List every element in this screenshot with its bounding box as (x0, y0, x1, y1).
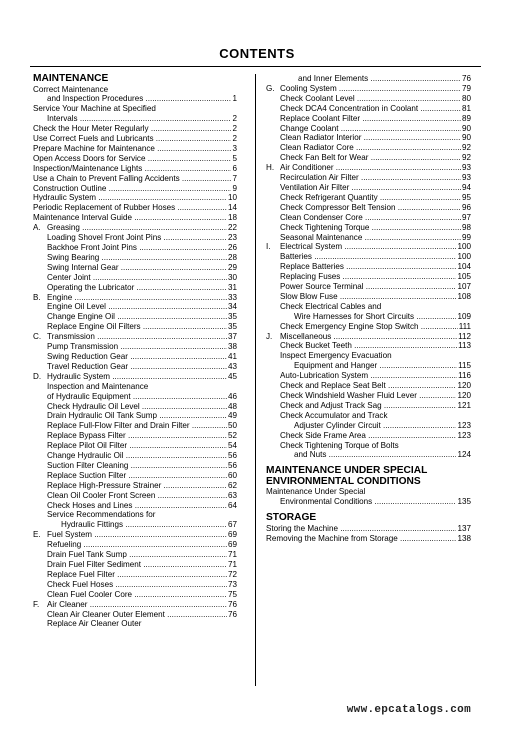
page-number: 41 (227, 351, 237, 361)
toc-entry[interactable] (33, 560, 237, 570)
toc-entry[interactable] (266, 421, 471, 431)
page-number: 2 (232, 124, 237, 134)
toc-entry[interactable] (266, 114, 471, 124)
toc-entry-title: Adjuster Cylinder Circuit ..... (294, 421, 456, 431)
page-number: 121 (457, 400, 471, 410)
toc-entry-title: Clean Fuel Cooler Core ..... (47, 590, 227, 600)
page-title: CONTENTS (219, 46, 295, 61)
page-number: 56 (227, 460, 237, 470)
footer-watermark: www.epcatalogs.com (346, 704, 471, 716)
toc-entry[interactable] (266, 173, 471, 183)
toc-entry[interactable] (33, 580, 237, 590)
toc-entry-title: Suction Filter Cleaning ..... (47, 461, 227, 471)
toc-entry-title: Air Conditioner ..... (280, 163, 461, 173)
toc-entry-title: Fuel System ..... (47, 530, 227, 540)
page-number: 2 (232, 134, 237, 144)
category-letter: E. (33, 530, 41, 540)
toc-entry-title: Replace Bypass Filter ..... (47, 431, 227, 441)
toc-entry-title: Open Access Doors for Service ..... (33, 154, 231, 164)
page-number: 111 (458, 321, 471, 331)
toc-entry-title: Drain Hydraulic Oil Tank Sump ..... (47, 411, 227, 421)
page-number: 37 (227, 332, 237, 342)
page-number: 105 (457, 272, 471, 282)
toc-entry[interactable] (266, 143, 471, 153)
toc-entry[interactable] (33, 491, 237, 501)
page-number: 26 (227, 243, 237, 252)
page-number: 72 (227, 569, 237, 579)
toc-entry-title: Refueling ..... (47, 540, 227, 550)
toc-entry-title: Center Joint ..... (47, 273, 227, 283)
page-number: 35 (227, 322, 237, 332)
page-number: 120 (457, 381, 471, 391)
page-number: 76 (227, 599, 237, 609)
toc-entry-title: Replace Full-Flow Filter and Drain Filter ..... (47, 421, 227, 431)
toc-entry[interactable] (33, 134, 237, 144)
toc-entry-title: Clean Condenser Core ..... (280, 213, 461, 223)
toc-entry[interactable] (266, 524, 471, 534)
toc-entry[interactable] (266, 497, 471, 507)
page-number: 5 (232, 153, 237, 163)
toc-entry[interactable] (266, 183, 471, 193)
toc-entry-title: Travel Reduction Gear ..... (47, 362, 227, 372)
toc-category-entry[interactable] (33, 600, 237, 610)
toc-entry-title: Pump Transmission ..... (47, 342, 227, 352)
toc-entry-line[interactable]: Maintenance Under Special (266, 487, 366, 497)
toc-entry[interactable] (266, 193, 471, 203)
toc-entry[interactable] (33, 471, 237, 481)
page-number: 92 (461, 153, 471, 163)
page-number: 50 (227, 421, 237, 431)
page-number: 64 (227, 500, 237, 510)
toc-entry[interactable] (33, 461, 237, 471)
page-number: 35 (227, 312, 237, 322)
toc-entry-title: Replace Batteries ..... (280, 262, 456, 272)
page-number: 76 (227, 609, 237, 619)
page-number: 123 (457, 430, 471, 440)
column-divider (255, 74, 256, 686)
page-number: 28 (227, 252, 237, 262)
page-number: 56 (227, 451, 237, 461)
toc-entry-title: Clean Radiator Interior ..... (280, 133, 461, 143)
toc-entry[interactable] (266, 312, 471, 322)
page-number: 71 (227, 550, 237, 560)
toc-entry-line[interactable]: Inspection and Maintenance (47, 381, 149, 391)
toc-entry[interactable] (33, 570, 237, 580)
toc-entry[interactable] (33, 431, 237, 441)
page-number: 138 (457, 533, 471, 543)
toc-entry-title: Use a Chain to Prevent Falling Accidents ..... (33, 174, 231, 184)
page-number: 80 (461, 93, 471, 103)
toc-entry-title: Clean Radiator Core ..... (280, 143, 461, 153)
page-number: 38 (227, 342, 237, 352)
toc-entry-title: Miscellaneous ..... (280, 332, 457, 342)
toc-entry[interactable] (33, 610, 237, 620)
toc-entry-title: Check Compressor Belt Tension ..... (280, 203, 461, 213)
page-number: 135 (457, 497, 471, 507)
page-number: 23 (227, 233, 237, 243)
page-number: 73 (227, 579, 237, 589)
page-number: 31 (227, 282, 237, 292)
page-number: 67 (227, 520, 237, 530)
toc-entry[interactable] (33, 253, 237, 263)
category-letter: B. (33, 292, 41, 302)
toc-entry[interactable] (33, 540, 237, 550)
toc-entry[interactable] (33, 451, 237, 461)
page-number: 69 (227, 530, 237, 540)
toc-entry[interactable] (266, 223, 471, 233)
page-number: 14 (227, 203, 237, 213)
toc-entry-title: Check Windshield Washer Fluid Lever ..... (280, 391, 456, 401)
toc-entry-title: Operating the Lubricator ..... (47, 283, 227, 293)
toc-entry[interactable] (266, 401, 471, 411)
toc-category-entry[interactable] (266, 84, 471, 94)
toc-entry-title: Engine ..... (47, 293, 227, 303)
toc-entry-title: Swing Reduction Gear ..... (47, 352, 227, 362)
toc-entry-title: Cooling System ..... (280, 84, 461, 94)
toc-entry[interactable] (33, 184, 237, 194)
toc-left-column (33, 74, 237, 629)
toc-entry-title: Check Fan Belt for Wear ..... (280, 153, 461, 163)
page-number: 124 (457, 450, 471, 460)
page-number: 104 (457, 262, 471, 272)
page-number: 107 (457, 282, 471, 292)
toc-entry[interactable] (266, 361, 471, 371)
toc-entry-title: Use Correct Fuels and Lubricants ..... (33, 134, 231, 144)
page-number: 90 (461, 133, 471, 143)
toc-category-entry[interactable] (33, 223, 237, 233)
toc-entry[interactable] (266, 371, 471, 381)
toc-category-entry[interactable] (266, 242, 471, 252)
toc-entry-line[interactable]: Check Accumulator and Track (280, 410, 388, 420)
page-number: 108 (457, 291, 471, 301)
toc-entry-title: Check DCA4 Concentration in Coolant ..... (280, 104, 461, 114)
toc-entry-title: Replace Coolant Filter ..... (280, 114, 461, 124)
toc-entry-title: Recirculation Air Filter ..... (280, 173, 461, 183)
toc-entry[interactable] (33, 203, 237, 213)
page-number: 3 (232, 143, 237, 153)
page-number: 95 (461, 192, 471, 202)
toc-entry-title: Change Hydraulic Oil ..... (47, 451, 227, 461)
page-number: 71 (227, 560, 237, 569)
toc-entry-line[interactable]: Replace Air Cleaner Outer (47, 619, 142, 629)
toc-entry-title: of Hydraulic Equipment ..... (47, 392, 227, 402)
toc-entry-title: Seasonal Maintenance ..... (280, 233, 461, 243)
toc-entry-title: Check Side Frame Area ..... (280, 431, 456, 441)
toc-entry[interactable] (33, 590, 237, 600)
toc-entry[interactable] (266, 262, 471, 272)
page-number: 116 (458, 371, 471, 381)
toc-entry-line[interactable]: Service Recommendations for (47, 510, 156, 520)
toc-entry-title: Change Engine Oil ..... (47, 312, 227, 322)
toc-entry-title: Replace Engine Oil Filters ..... (47, 322, 227, 332)
toc-entry[interactable] (266, 292, 471, 302)
toc-entry[interactable] (33, 322, 237, 332)
toc-entry-title: Removing the Machine from Storage ..... (266, 534, 456, 544)
category-letter: H. (266, 163, 275, 173)
toc-entry[interactable] (33, 352, 237, 362)
toc-entry[interactable] (266, 233, 471, 243)
page-number: 123 (457, 420, 471, 430)
toc-entry[interactable] (266, 94, 471, 104)
toc-entry[interactable] (266, 213, 471, 223)
toc-entry[interactable] (266, 341, 471, 351)
title-divider (30, 66, 481, 67)
page-number: 90 (461, 123, 471, 133)
page-number: 49 (227, 411, 237, 421)
toc-entry-title: Slow Blow Fuse ..... (280, 292, 456, 302)
toc-entry[interactable] (33, 263, 237, 273)
section-heading: MAINTENANCE UNDER SPECIAL (266, 465, 428, 477)
toc-entry[interactable] (33, 441, 237, 451)
page-number: 75 (227, 589, 237, 599)
page-number: 18 (227, 213, 237, 223)
page-number: 115 (458, 361, 471, 371)
toc-entry[interactable] (33, 550, 237, 560)
toc-entry-title: Check Fuel Hoses ..... (47, 580, 227, 590)
category-letter: D. (33, 371, 42, 381)
category-letter: F. (33, 599, 40, 609)
toc-entry-title: and Inspection Procedures ..... (47, 94, 231, 104)
toc-entry-title: Clean Air Cleaner Outer Element ..... (47, 610, 227, 620)
toc-category-entry[interactable] (33, 332, 237, 342)
toc-entry[interactable] (33, 124, 237, 134)
toc-entry-title: Check Bucket Teeth ..... (280, 341, 457, 351)
toc-entry-title: Backhoe Front Joint Pins ..... (47, 243, 227, 253)
toc-entry-title: Replace Fuel Filter ..... (47, 570, 227, 580)
toc-entry-title: and Nuts ..... (294, 450, 456, 460)
toc-entry-title: Transmission ..... (47, 332, 227, 342)
toc-entry-title: Environmental Conditions ..... (280, 497, 456, 507)
toc-entry[interactable] (33, 273, 237, 283)
page-number: 22 (227, 223, 237, 233)
toc-category-entry[interactable] (266, 163, 471, 173)
toc-entry[interactable] (33, 402, 237, 412)
toc-entry[interactable] (33, 342, 237, 352)
toc-entry[interactable] (33, 362, 237, 372)
toc-entry[interactable] (266, 534, 471, 544)
page-number: 45 (227, 371, 237, 381)
page-number: 2 (232, 114, 237, 124)
page-number: 52 (227, 431, 237, 441)
page-number: 100 (457, 242, 471, 252)
toc-entry-title: Air Cleaner ..... (47, 600, 227, 610)
toc-entry-title: Change Coolant ..... (280, 124, 461, 134)
page-number: 62 (227, 480, 237, 490)
page-number: 109 (457, 311, 471, 321)
section-heading: ENVIRONMENTAL CONDITIONS (266, 475, 421, 487)
toc-entry-title: and Inner Elements ..... (298, 74, 461, 84)
toc-entry[interactable] (33, 312, 237, 322)
category-letter: I. (266, 242, 271, 252)
page-number: 9 (232, 183, 237, 193)
toc-entry-title: Check Refrigerant Quantity ..... (280, 193, 461, 203)
page-number: 43 (227, 361, 237, 371)
page-number: 63 (227, 490, 237, 500)
page-number: 120 (457, 391, 471, 400)
page-number: 33 (227, 292, 237, 302)
toc-entry-title: Inspection/Maintenance Lights ..... (33, 164, 231, 174)
toc-entry-title: Check Hydraulic Oil Level ..... (47, 402, 227, 412)
toc-entry[interactable] (266, 322, 471, 332)
toc-entry[interactable] (33, 411, 237, 421)
toc-entry[interactable] (266, 381, 471, 391)
toc-entry-title: Replace Pilot Oil Filter ..... (47, 441, 227, 451)
toc-entry[interactable] (266, 153, 471, 163)
toc-entry[interactable] (266, 431, 471, 441)
page-number: 7 (232, 173, 237, 183)
toc-entry-title: Check Emergency Engine Stop Switch ..... (280, 322, 458, 332)
page-number: 113 (458, 341, 471, 351)
toc-entry-title: Check and Replace Seat Belt ..... (280, 381, 456, 391)
toc-entry[interactable] (266, 104, 471, 114)
page-number: 69 (227, 540, 237, 550)
toc-entry[interactable] (266, 282, 471, 292)
page-number: 97 (461, 212, 471, 222)
toc-entry-title: Greasing ..... (47, 223, 227, 233)
page-number: 48 (227, 401, 237, 411)
toc-entry-title: Periodic Replacement of Rubber Hoses ..... (33, 203, 227, 213)
toc-entry[interactable] (266, 124, 471, 134)
toc-entry-title: Check and Adjust Track Sag ..... (280, 401, 456, 411)
toc-entry[interactable] (33, 243, 237, 253)
toc-entry-title: Construction Outline ..... (33, 184, 231, 194)
page-number: 96 (461, 202, 471, 212)
toc-entry-title: Swing Internal Gear ..... (47, 263, 227, 273)
toc-entry[interactable] (33, 392, 237, 402)
page-number: 93 (461, 163, 471, 173)
toc-entry[interactable] (266, 272, 471, 282)
section-heading: STORAGE (266, 512, 317, 524)
toc-entry[interactable] (266, 450, 471, 460)
page-number: 46 (227, 391, 237, 401)
toc-entry[interactable] (33, 283, 237, 293)
toc-entry-title: Loading Shovel Front Joint Pins ..... (47, 233, 227, 243)
toc-entry-title: Replace Suction Filter ..... (47, 471, 227, 481)
category-letter: A. (33, 223, 41, 233)
page-number: 81 (461, 103, 471, 113)
toc-entry[interactable] (266, 391, 471, 401)
page-number: 1 (232, 94, 237, 104)
section-heading: MAINTENANCE (33, 73, 109, 84)
page-number: 112 (458, 331, 471, 341)
page-number: 92 (461, 143, 471, 153)
toc-entry-title: Clean Oil Cooler Front Screen ..... (47, 491, 227, 501)
toc-entry-title: Check Hoses and Lines ..... (47, 501, 227, 511)
toc-entry[interactable] (33, 144, 237, 154)
page-number: 100 (457, 252, 471, 262)
toc-entry[interactable] (33, 501, 237, 511)
toc-entry-line[interactable]: Inspect Emergency Evacuation (280, 351, 392, 361)
toc-entry[interactable] (33, 233, 237, 243)
toc-category-entry[interactable] (33, 530, 237, 540)
toc-entry[interactable] (33, 421, 237, 431)
toc-entry-title: Check Coolant Level ..... (280, 94, 461, 104)
category-letter: J. (266, 331, 273, 341)
toc-entry[interactable] (33, 302, 237, 312)
toc-entry[interactable] (33, 481, 237, 491)
page-number: 60 (227, 470, 237, 480)
toc-entry[interactable] (33, 193, 237, 203)
page-number: 76 (461, 74, 471, 83)
toc-right-column (266, 74, 471, 543)
toc-entry-title: Swing Bearing ..... (47, 253, 227, 263)
toc-entry-title: Hydraulic Fittings ..... (61, 520, 227, 530)
toc-entry-title: Replace High-Pressure Strainer ..... (47, 481, 227, 491)
toc-entry[interactable] (33, 154, 237, 164)
page-number: 6 (232, 163, 237, 173)
toc-entry-title: Check Tightening Torque ..... (280, 223, 461, 233)
page-number: 54 (227, 441, 237, 451)
page-number: 34 (227, 302, 237, 312)
toc-category-entry[interactable] (33, 372, 237, 382)
page-number: 98 (461, 222, 471, 232)
toc-entry-title: Ventilation Air Filter ..... (280, 183, 461, 193)
toc-entry-title: Wire Harnesses for Short Circuits ..... (294, 312, 456, 322)
category-letter: G. (266, 83, 275, 93)
toc-entry-title: Batteries ..... (280, 252, 456, 262)
toc-entry-line[interactable]: Check Electrical Cables and (280, 301, 382, 311)
toc-entry[interactable] (33, 174, 237, 184)
page-number: 89 (461, 113, 471, 123)
toc-category-entry[interactable] (266, 332, 471, 342)
page-number: 79 (461, 83, 471, 93)
toc-entry-title: Electrical System ..... (280, 242, 456, 252)
toc-entry-title: Drain Fuel Filter Sediment ..... (47, 560, 227, 570)
page-number: 93 (461, 173, 471, 183)
page-number: 137 (457, 523, 471, 533)
toc-entry-title: Drain Fuel Tank Sump ..... (47, 550, 227, 560)
toc-entry[interactable] (266, 203, 471, 213)
toc-entry-line[interactable]: Correct Maintenance (33, 84, 109, 94)
toc-entry[interactable] (266, 252, 471, 262)
page-number: 10 (227, 193, 237, 203)
page-number: 94 (461, 182, 471, 192)
toc-entry[interactable] (266, 133, 471, 143)
toc-entry[interactable] (33, 164, 237, 174)
toc-entry-line[interactable]: Check Tightening Torque of Bolts (280, 440, 399, 450)
toc-entry-title: Maintenance Interval Guide ..... (33, 213, 227, 223)
toc-entry[interactable] (266, 74, 471, 84)
page-number: 29 (227, 262, 237, 272)
toc-entry-title: Hydraulic System ..... (47, 372, 227, 382)
toc-entry[interactable] (33, 94, 237, 104)
toc-entry-line[interactable]: Service Your Machine at Specified (33, 104, 156, 114)
toc-entry-title: Equipment and Hanger ..... (294, 361, 457, 371)
toc-entry-title: Storing the Machine ..... (266, 524, 456, 534)
page-number: 99 (461, 232, 471, 242)
page-number: 30 (227, 272, 237, 282)
toc-entry-title: Replacing Fuses ..... (280, 272, 456, 282)
toc-entry-title: Engine Oil Level ..... (47, 302, 227, 312)
toc-entry[interactable] (33, 213, 237, 223)
toc-entry-title: Intervals ..... (47, 114, 231, 124)
toc-entry-title: Power Source Terminal ..... (280, 282, 456, 292)
toc-entry[interactable] (33, 114, 237, 124)
toc-entry-title: Hydraulic System ..... (33, 193, 227, 203)
toc-entry[interactable] (33, 520, 237, 530)
toc-entry-title: Auto-Lubrication System ..... (280, 371, 457, 381)
category-letter: C. (33, 332, 42, 342)
toc-entry-title: Check the Hour Meter Regularly ..... (33, 124, 231, 134)
toc-entry-title: Prepare Machine for Maintenance ..... (33, 144, 231, 154)
toc-category-entry[interactable] (33, 293, 237, 303)
